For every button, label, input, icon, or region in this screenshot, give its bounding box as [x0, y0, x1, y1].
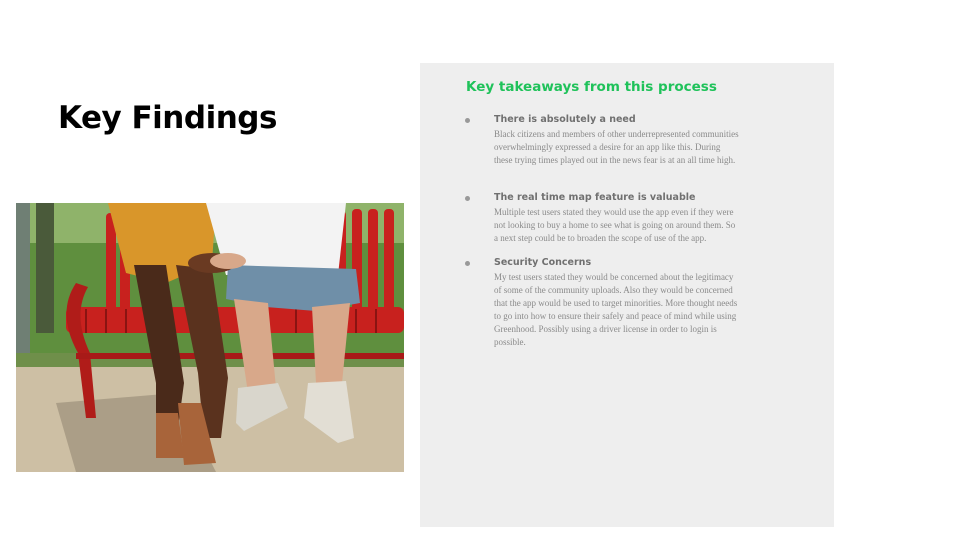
finding-body: Multiple test users stated they would use the app even if they were not looking to buy a home to see what is going on around them. So a next step could be to broaden the scope of use of the app. [494, 207, 736, 243]
panel-heading: Key takeaways from this process [466, 79, 717, 95]
key-takeaways-panel [420, 63, 834, 527]
bench-photo [16, 203, 404, 472]
bullet-icon [465, 196, 470, 201]
finding-body: My test users stated they would be concerned about the legitimacy of some of the community uploads. Also they would be concerned that the app would be used to target minorities. More thought needs to go into how to ensure their safely and peace of mind while using Greenhood. Possibly using a driver license in order to login is possible. [494, 272, 738, 347]
finding-body: Black citizens and members of other underrepresented communities overwhelmingly expressed a desire for an app like this. During these trying times played out in the news fear is at an all time high. [494, 129, 739, 165]
bench-couple-photo-icon [16, 203, 404, 472]
slide-title: Key Findings [58, 100, 277, 136]
bullet-icon [465, 261, 470, 266]
finding-title: Security Concerns [494, 257, 592, 268]
finding-title: There is absolutely a need [494, 114, 636, 125]
bullet-icon [465, 118, 470, 123]
finding-title: The real time map feature is valuable [494, 192, 696, 203]
